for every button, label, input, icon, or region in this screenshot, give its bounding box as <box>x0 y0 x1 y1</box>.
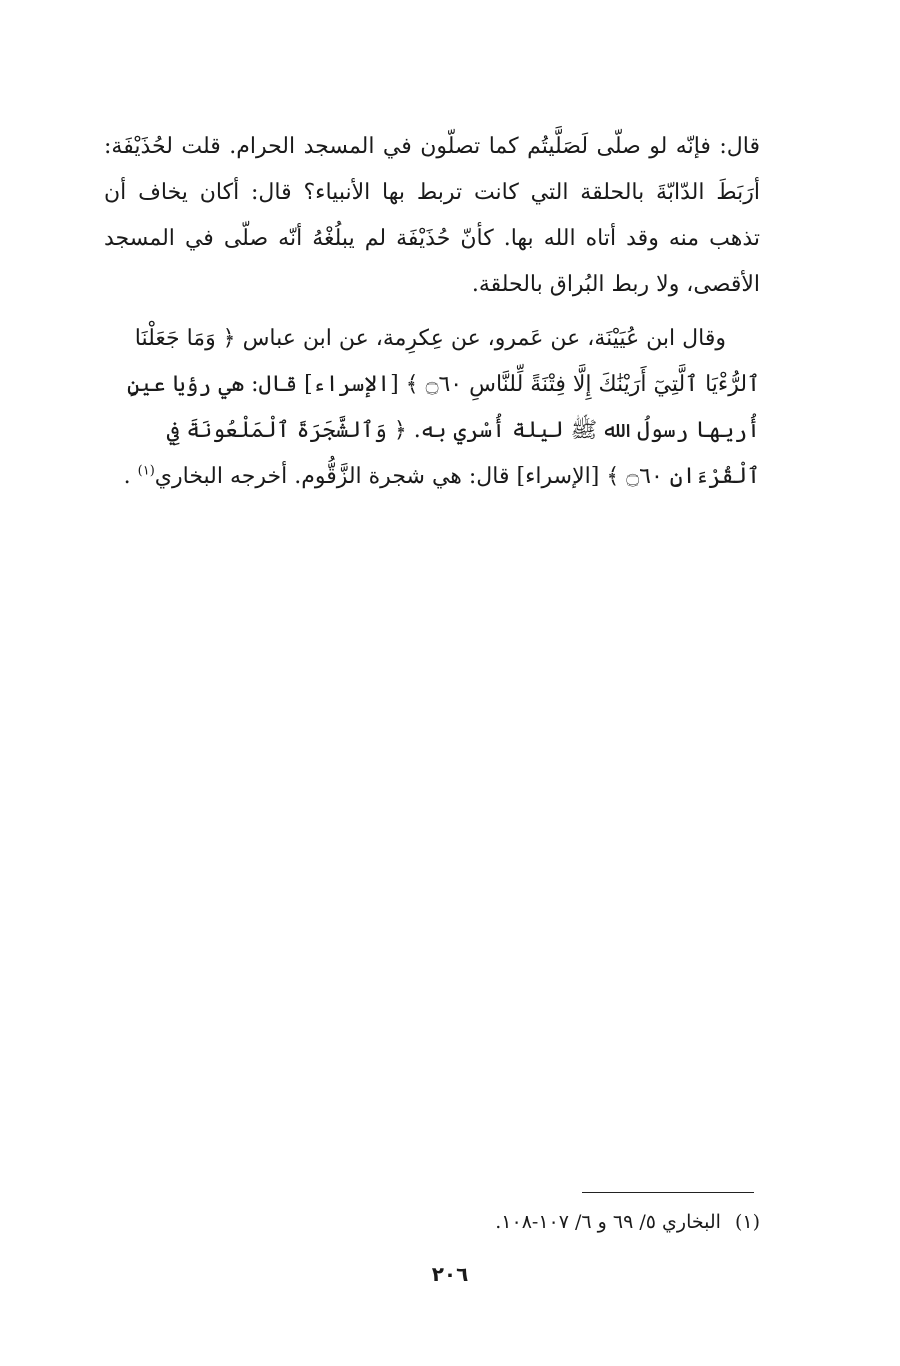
main-text <box>104 124 760 500</box>
footnote-text: البخاري ٥/ ٦٩ و ٦/ ١٠٧-١٠٨. <box>495 1211 721 1233</box>
footnote-number: (١) <box>734 1211 760 1233</box>
footnote <box>300 1207 760 1237</box>
page-number: ٢٠٦ <box>431 1262 469 1286</box>
paragraph-2 <box>104 316 760 500</box>
paragraph-2-text: وقال ابن عُيَيْنَة، عن عَمرو، عن عِكرِمة، عن ابن عباس ﴿ وَمَا جَعَلْنَا ٱلرُّءْيَا ٱلَّتِيٓ أَرَيْنَٰكَ إِلَّا فِتْنَةً لِّلنَّاسِ ۝٦٠ ﴾ [الإسراء] قال: هي رؤيا عينٍ أُريها رسولُ الله ﷺ ليلة أُسْري به. ﴿ وَٱلشَّجَرَةَ ٱلْمَلْعُونَةَ فِي ٱلْقُرْءَانِ ۝٦٠ ﴾ [الإسراء] قال: هي شجرة الزَّقُّوم. أخرجه البخاري <box>126 326 760 489</box>
paragraph-1: قال: فإنّه لو صلّى لَصَلَّيتُم كما تصلّون في المسجد الحرام. قلت لحُذَيْفَة: أرَبَطَ الدّابّةَ بالحلقة التي كانت تربط بها الأنبياء؟ قال: أكان يخاف أن تذهب منه وقد أتاه الله بها. كأنّ حُذَيْفَة لم يبلُغْهُ أنّه صلّى في المسجد الأقصى، ولا ربط البُراق بالحلقة. <box>104 134 760 297</box>
footnote-reference: (١) <box>137 463 155 479</box>
paragraph-2-end: . <box>123 464 138 489</box>
footnote-divider <box>582 1192 754 1193</box>
